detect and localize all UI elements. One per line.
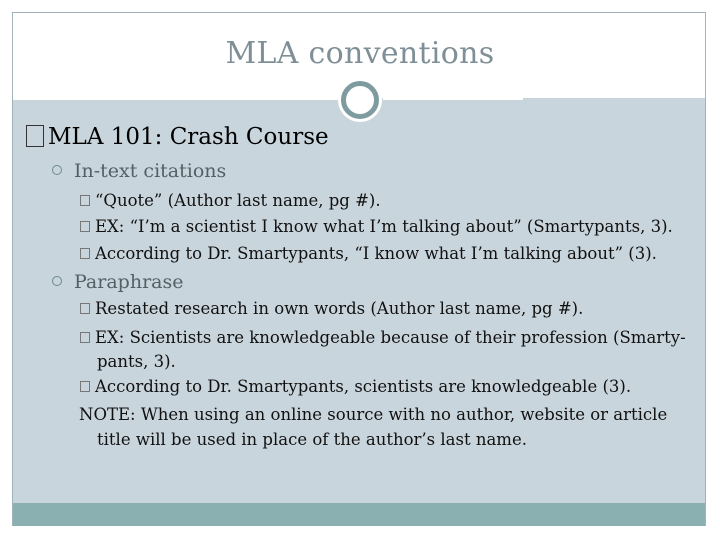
box-bullet-icon <box>26 125 44 147</box>
list-item-text: “Quote” (Author last name, pg #). <box>95 191 381 210</box>
list-item <box>80 377 631 396</box>
section-paraphrase <box>52 271 183 293</box>
list-item-continuation: pants, 3). <box>97 352 176 371</box>
section-label: Paraphrase <box>74 271 184 293</box>
list-item-text: EX: “I’m a scientist I know what I’m talking about” (Smartypants, 3). <box>95 217 673 236</box>
heading-text: MLA 101: Crash Course <box>48 124 329 150</box>
list-item-text: EX: Scientists are knowledgeable because of their profession (Smarty- <box>95 328 686 347</box>
square-bullet-icon <box>80 332 90 343</box>
ring-bullet-icon <box>52 276 62 286</box>
square-bullet-icon <box>80 248 90 259</box>
list-item <box>80 328 686 347</box>
section-in-text-citations <box>52 160 226 182</box>
list-item-text: According to Dr. Smartypants, “I know what I’m talking about” (3). <box>95 244 657 263</box>
slide-title: MLA conventions <box>225 36 495 71</box>
square-bullet-icon <box>80 221 90 232</box>
slide-heading <box>26 124 329 150</box>
list-item-text: Restated research in own words (Author last name, pg #). <box>95 299 584 318</box>
note-line-1: NOTE: When using an online source with no author, website or article <box>79 405 668 424</box>
list-item <box>80 244 657 263</box>
note-line-2: title will be used in place of the author’s last name. <box>97 430 527 449</box>
ring-bullet-icon <box>52 165 62 175</box>
list-item <box>80 299 583 318</box>
square-bullet-icon <box>80 303 90 314</box>
square-bullet-icon <box>80 381 90 392</box>
list-item <box>80 217 673 236</box>
list-item <box>80 191 381 210</box>
square-bullet-icon <box>80 195 90 206</box>
section-label: In-text citations <box>74 160 227 182</box>
list-item-text: According to Dr. Smartypants, scientists are knowledgeable (3). <box>95 377 632 396</box>
